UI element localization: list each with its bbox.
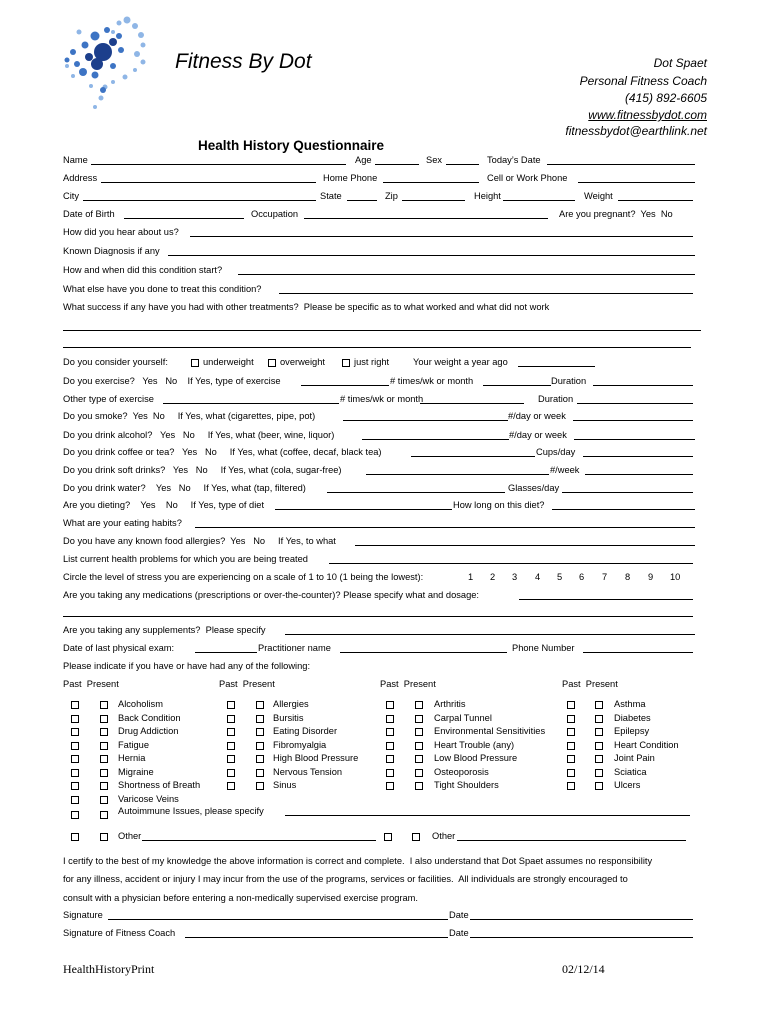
times-wk-field[interactable] (483, 385, 551, 386)
condition-1-7-present-checkbox[interactable] (100, 796, 108, 804)
stress-label: Circle the level of stress you are experiencing on a scale of 1 to 10 (1 being the lowest): (63, 572, 424, 582)
other1-present-checkbox[interactable] (100, 833, 108, 841)
coffee-label: Do you drink coffee or tea? Yes No If Yes, what (coffee, decaf, black tea) (63, 447, 382, 457)
condition-1-4-present-checkbox[interactable] (100, 755, 108, 763)
cups-label: Cups/day (536, 447, 576, 457)
condition-3-3-label: Heart Trouble (any) (434, 739, 515, 750)
condition-4-4-present-checkbox[interactable] (595, 755, 603, 763)
supplements-label: Are you taking any supplements? Please specify (63, 625, 266, 635)
condition-start-field[interactable] (238, 274, 695, 275)
duration-label: Duration (551, 376, 587, 386)
form-title: Health History Questionnaire (198, 138, 385, 153)
coach-email: fitnessbydot@earthlink.net (565, 124, 707, 138)
cell-phone-label: Cell or Work Phone (487, 173, 568, 183)
condition-2-3-past-checkbox[interactable] (227, 742, 235, 750)
what-else-field[interactable] (279, 293, 693, 294)
stress-level-8[interactable]: 8 (625, 572, 631, 582)
diet-long-field[interactable] (552, 509, 695, 510)
per-day2-field[interactable] (574, 439, 695, 440)
condition-2-2-present-checkbox[interactable] (256, 728, 264, 736)
condition-2-1-present-checkbox[interactable] (256, 715, 264, 723)
coach-name: Dot Spaet (653, 56, 707, 70)
condition-3-1-past-checkbox[interactable] (386, 715, 394, 723)
condition-1-5-label: Migraine (118, 766, 154, 777)
address-label: Address (63, 173, 98, 183)
condition-1-7-label: Varicose Veins (118, 793, 179, 804)
diagnosis-field[interactable] (168, 255, 695, 256)
zip-field[interactable] (402, 200, 465, 201)
condition-1-4-label: Hernia (118, 753, 146, 763)
condition-3-1-label: Carpal Tunnel (434, 712, 492, 723)
condition-4-0-past-checkbox[interactable] (567, 701, 575, 709)
weight-label: Weight (584, 191, 613, 201)
soft-drinks-label: Do you drink soft drinks? Yes No If Yes, what (cola, sugar-free) (63, 465, 342, 475)
dieting-label: Are you dieting? Yes No If Yes, type of diet (63, 500, 265, 510)
condition-4-2-label: Epilepsy (614, 726, 650, 736)
diet-type-field[interactable] (275, 509, 452, 510)
coach-signature-field[interactable] (185, 937, 448, 938)
certify-line-2: for any illness, accident or injury I may incur from the use of the programs, services or facilities. All individuals are strongly encouraged to (63, 874, 628, 884)
supplements-field[interactable] (285, 634, 695, 635)
home-phone-label: Home Phone (323, 173, 378, 183)
condition-4-4-label: Joint Pain (614, 753, 655, 763)
hear-label: How did you hear about us? (63, 227, 179, 237)
condition-3-1-present-checkbox[interactable] (415, 715, 423, 723)
condition-3-3-present-checkbox[interactable] (415, 742, 423, 750)
just-right-label: just right (354, 357, 390, 367)
condition-1-6-past-checkbox[interactable] (71, 782, 79, 790)
condition-2-0-present-checkbox[interactable] (256, 701, 264, 709)
condition-2-5-present-checkbox[interactable] (256, 769, 264, 777)
other2-past-checkbox[interactable] (384, 833, 392, 841)
condition-2-6-label: Sinus (273, 780, 297, 790)
condition-start-label: How and when did this condition start? (63, 265, 223, 275)
weight-ago-field[interactable] (518, 366, 595, 367)
condition-4-3-label: Heart Condition (614, 739, 679, 750)
autoimmune-present-checkbox[interactable] (100, 811, 108, 819)
condition-4-2-present-checkbox[interactable] (595, 728, 603, 736)
medications-field-2[interactable] (63, 616, 693, 617)
alcohol-field[interactable] (362, 439, 509, 440)
condition-1-2-label: Drug Addiction (118, 726, 179, 736)
stress-level-3[interactable]: 3 (512, 572, 518, 582)
other1-past-checkbox[interactable] (71, 833, 79, 841)
soft-drinks-field[interactable] (366, 474, 549, 475)
past-present-header-3: Past Present (380, 679, 436, 689)
condition-2-2-past-checkbox[interactable] (227, 728, 235, 736)
condition-3-0-past-checkbox[interactable] (386, 701, 394, 709)
glasses-field[interactable] (562, 492, 693, 493)
sex-field[interactable] (446, 164, 479, 165)
condition-2-0-label: Allergies (273, 699, 309, 709)
condition-3-4-label: Low Blood Pressure (434, 753, 518, 763)
other2-present-checkbox[interactable] (412, 833, 420, 841)
condition-4-0-present-checkbox[interactable] (595, 701, 603, 709)
condition-1-1-label: Back Condition (118, 712, 181, 723)
condition-1-3-label: Fatigue (118, 739, 150, 750)
condition-1-6-present-checkbox[interactable] (100, 782, 108, 790)
cell-phone-field[interactable] (578, 182, 695, 183)
per-week-label: #/week (550, 465, 580, 475)
dob-field[interactable] (124, 218, 244, 219)
water-field[interactable] (327, 492, 505, 493)
condition-4-0-label: Asthma (614, 699, 646, 709)
medications-label: Are you taking any medications (prescriptions or over-the-counter)? Please specify what and dosage: (63, 590, 479, 600)
condition-4-6-past-checkbox[interactable] (567, 782, 575, 790)
condition-4-1-past-checkbox[interactable] (567, 715, 575, 723)
condition-2-3-label: Fibromyalgia (273, 739, 327, 750)
certify-line-1: I certify to the best of my knowledge the above information is correct and complete. I also understand that Dot Spaet assumes no responsibility (63, 856, 653, 866)
stress-level-7[interactable]: 7 (602, 572, 608, 582)
smoke-field[interactable] (343, 420, 508, 421)
name-field[interactable] (91, 164, 346, 165)
condition-1-6-label: Shortness of Breath (118, 780, 201, 790)
coach-date-label: Date (449, 928, 469, 938)
height-label: Height (474, 191, 501, 201)
overweight-checkbox[interactable] (268, 359, 276, 367)
per-week-field[interactable] (585, 474, 693, 475)
underweight-label: underweight (203, 357, 254, 367)
other-exercise-field[interactable] (163, 403, 339, 404)
todays-date-field[interactable] (547, 164, 695, 165)
phone-number-field[interactable] (583, 652, 693, 653)
duration2-field[interactable] (577, 403, 693, 404)
overweight-label: overweight (280, 357, 325, 367)
condition-4-1-present-checkbox[interactable] (595, 715, 603, 723)
water-label: Do you drink water? Yes No If Yes, what (tap, filtered) (63, 483, 306, 493)
smoke-label: Do you smoke? Yes No If Yes, what (cigarettes, pipe, pot) (63, 411, 316, 421)
condition-3-4-past-checkbox[interactable] (386, 755, 394, 763)
condition-2-1-label: Bursitis (273, 712, 304, 723)
past-present-header-2: Past Present (219, 679, 275, 689)
diagnosis-label: Known Diagnosis if any (63, 246, 160, 256)
practitioner-label: Practitioner name (258, 643, 331, 653)
times-wk2-field[interactable] (420, 403, 524, 404)
condition-2-4-past-checkbox[interactable] (227, 755, 235, 763)
last-exam-label: Date of last physical exam: (63, 643, 175, 653)
exercise-type-field[interactable] (301, 385, 389, 386)
condition-3-6-present-checkbox[interactable] (415, 782, 423, 790)
height-field[interactable] (503, 200, 575, 201)
success-label: What success if any have you had with other treatments? Please be specific as to what worked and what did not work (63, 302, 550, 312)
food-allergies-field[interactable] (355, 545, 695, 546)
age-label: Age (355, 155, 372, 165)
condition-3-0-label: Arthritis (434, 699, 466, 709)
other1-field[interactable] (142, 840, 376, 841)
just-right-checkbox[interactable] (342, 359, 350, 367)
age-field[interactable] (375, 164, 419, 165)
condition-3-5-present-checkbox[interactable] (415, 769, 423, 777)
coffee-field[interactable] (411, 456, 535, 457)
dob-label: Date of Birth (63, 209, 115, 219)
signature-label: Signature (63, 910, 103, 920)
last-exam-field[interactable] (195, 652, 257, 653)
phone-number-label: Phone Number (512, 643, 575, 653)
condition-4-1-label: Diabetes (614, 712, 651, 723)
condition-4-5-present-checkbox[interactable] (595, 769, 603, 777)
condition-3-2-label: Environmental Sensitivities (434, 726, 546, 736)
name-label: Name (63, 155, 88, 165)
past-present-header-1: Past Present (63, 679, 119, 689)
home-phone-field[interactable] (383, 182, 479, 183)
pregnant-label[interactable]: Are you pregnant? Yes No (559, 209, 673, 219)
condition-1-0-present-checkbox[interactable] (100, 701, 108, 709)
other2-field[interactable] (457, 840, 686, 841)
other2-label: Other (432, 831, 456, 841)
stress-level-4[interactable]: 4 (535, 572, 541, 582)
condition-4-5-label: Sciatica (614, 766, 647, 777)
signature-date-label: Date (449, 910, 469, 920)
weight-ago-label: Your weight a year ago (413, 357, 508, 367)
address-field[interactable] (101, 182, 316, 183)
condition-1-2-present-checkbox[interactable] (100, 728, 108, 736)
condition-2-6-present-checkbox[interactable] (256, 782, 264, 790)
practitioner-field[interactable] (340, 652, 507, 653)
other-exercise-label: Other type of exercise (63, 394, 154, 404)
condition-3-0-present-checkbox[interactable] (415, 701, 423, 709)
condition-4-4-past-checkbox[interactable] (567, 755, 575, 763)
diet-long-label: How long on this diet? (453, 500, 545, 510)
condition-1-7-past-checkbox[interactable] (71, 796, 79, 804)
condition-2-3-present-checkbox[interactable] (256, 742, 264, 750)
condition-3-3-past-checkbox[interactable] (386, 742, 394, 750)
condition-4-5-past-checkbox[interactable] (567, 769, 575, 777)
glasses-label: Glasses/day (508, 483, 560, 493)
stress-level-2[interactable]: 2 (490, 572, 496, 582)
condition-1-5-present-checkbox[interactable] (100, 769, 108, 777)
success-field-1[interactable] (63, 330, 701, 331)
certify-line-3: consult with a physician before entering a non-medically supervised exercise program. (63, 893, 419, 903)
medications-field-1[interactable] (519, 599, 693, 600)
success-field-2[interactable] (63, 347, 691, 348)
condition-1-3-past-checkbox[interactable] (71, 742, 79, 750)
eating-field[interactable] (195, 527, 695, 528)
condition-2-5-label: Nervous Tension (273, 766, 343, 777)
todays-date-label: Today’s Date (487, 155, 541, 165)
cups-field[interactable] (583, 456, 693, 457)
times-wk2-label: # times/wk or month (340, 394, 424, 404)
autoimmune-past-checkbox[interactable] (71, 811, 79, 819)
stress-level-1[interactable]: 1 (468, 572, 474, 582)
condition-1-3-present-checkbox[interactable] (100, 742, 108, 750)
condition-1-1-present-checkbox[interactable] (100, 715, 108, 723)
signature-field[interactable] (108, 919, 448, 920)
hear-field[interactable] (190, 236, 693, 237)
condition-2-6-past-checkbox[interactable] (227, 782, 235, 790)
health-problems-field[interactable] (329, 563, 693, 564)
condition-3-2-present-checkbox[interactable] (415, 728, 423, 736)
food-allergies-label: Do you have any known food allergies? Yes No If Yes, to what (63, 536, 336, 546)
stress-level-10[interactable]: 10 (670, 572, 681, 582)
condition-2-4-present-checkbox[interactable] (256, 755, 264, 763)
state-label: State (320, 191, 342, 201)
indicate-label: Please indicate if you have or have had any of the following: (63, 661, 311, 671)
underweight-checkbox[interactable] (191, 359, 199, 367)
condition-3-6-label: Tight Shoulders (434, 780, 499, 790)
condition-4-6-label: Ulcers (614, 780, 641, 790)
condition-4-3-past-checkbox[interactable] (567, 742, 575, 750)
condition-2-0-past-checkbox[interactable] (227, 701, 235, 709)
condition-2-4-label: High Blood Pressure (273, 753, 359, 763)
occupation-field[interactable] (304, 218, 548, 219)
city-label: City (63, 191, 80, 201)
stress-level-5[interactable]: 5 (557, 572, 563, 582)
per-day1-field[interactable] (573, 420, 693, 421)
state-field[interactable] (347, 200, 377, 201)
page-title: Fitness By Dot (175, 50, 312, 73)
zip-label: Zip (385, 191, 398, 201)
signature-date-field[interactable] (470, 919, 693, 920)
stress-level-9[interactable]: 9 (648, 572, 654, 582)
condition-3-2-past-checkbox[interactable] (386, 728, 394, 736)
condition-2-1-past-checkbox[interactable] (227, 715, 235, 723)
condition-1-2-past-checkbox[interactable] (71, 728, 79, 736)
fitness-by-dot-logo (55, 12, 175, 112)
times-wk-label: # times/wk or month (390, 376, 474, 386)
condition-1-0-label: Alcoholism (118, 699, 163, 709)
condition-1-1-past-checkbox[interactable] (71, 715, 79, 723)
sex-label: Sex (426, 155, 443, 165)
weight-field[interactable] (618, 200, 693, 201)
per-day1-label: #/day or week (508, 411, 566, 421)
footer-date: 02/12/14 (562, 962, 605, 976)
occupation-label: Occupation (251, 209, 299, 219)
health-problems-label: List current health problems for which you are being treated (63, 554, 308, 564)
condition-3-4-present-checkbox[interactable] (415, 755, 423, 763)
condition-3-5-label: Osteoporosis (434, 766, 489, 777)
duration2-label: Duration (538, 394, 574, 404)
exercise-label: Do you exercise? Yes No If Yes, type of exercise (63, 376, 281, 386)
coach-role: Personal Fitness Coach (579, 74, 707, 88)
condition-4-2-past-checkbox[interactable] (567, 728, 575, 736)
eating-label: What are your eating habits? (63, 518, 182, 528)
condition-4-6-present-checkbox[interactable] (595, 782, 603, 790)
consider-label: Do you consider yourself: (63, 357, 168, 367)
condition-3-5-past-checkbox[interactable] (386, 769, 394, 777)
condition-1-0-past-checkbox[interactable] (71, 701, 79, 709)
city-field[interactable] (83, 200, 316, 201)
stress-level-6[interactable]: 6 (579, 572, 585, 582)
alcohol-label: Do you drink alcohol? Yes No If Yes, what (beer, wine, liquor) (63, 430, 335, 440)
coach-website-link[interactable]: www.fitnessbydot.com (588, 108, 707, 122)
coach-date-field[interactable] (470, 937, 693, 938)
condition-2-2-label: Eating Disorder (273, 726, 338, 736)
condition-2-5-past-checkbox[interactable] (227, 769, 235, 777)
condition-1-5-past-checkbox[interactable] (71, 769, 79, 777)
autoimmune-field[interactable] (285, 815, 690, 816)
other1-label: Other (118, 831, 142, 841)
condition-4-3-present-checkbox[interactable] (595, 742, 603, 750)
footer-doc-name: HealthHistoryPrint (63, 962, 155, 976)
per-day2-label: #/day or week (509, 430, 567, 440)
coach-signature-label: Signature of Fitness Coach (63, 928, 176, 938)
past-present-header-4: Past Present (562, 679, 618, 689)
duration-field[interactable] (593, 385, 693, 386)
coach-phone: (415) 892-6605 (624, 91, 707, 105)
autoimmune-label: Autoimmune Issues, please specify (118, 806, 264, 816)
condition-1-4-past-checkbox[interactable] (71, 755, 79, 763)
what-else-label: What else have you done to treat this condition? (63, 284, 262, 294)
condition-3-6-past-checkbox[interactable] (386, 782, 394, 790)
